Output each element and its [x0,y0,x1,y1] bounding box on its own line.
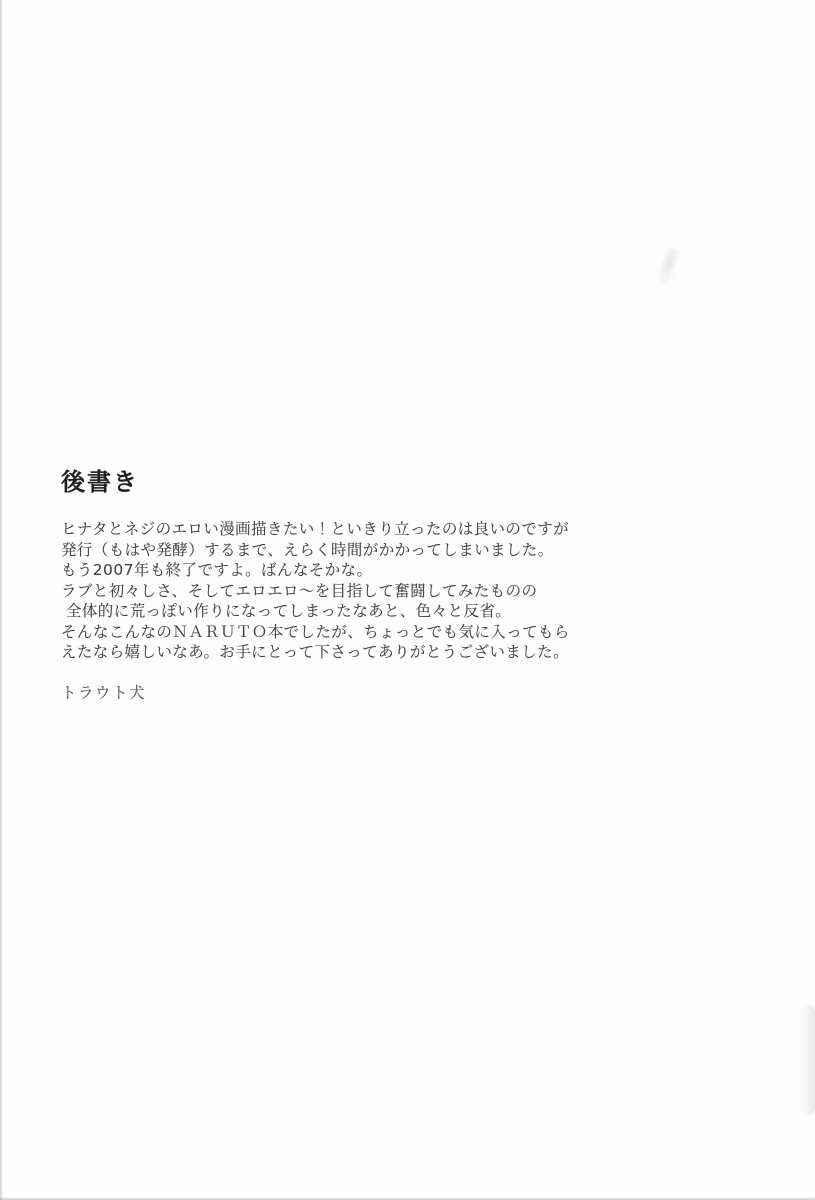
afterword-line: そんなこんなのＮＡＲＵＴＯ本でしたが、ちょっとでも気に入ってもら [61,622,570,641]
scan-artifact-right-band [801,1005,815,1115]
afterword-body [61,519,621,663]
afterword-heading: 後書き [61,468,139,496]
afterword-section [61,462,621,703]
author-signature: トラウト犬 [61,683,147,702]
afterword-line: 全体的に荒っぽい作りになってしまったなあと、色々と反省。 [66,602,512,620]
afterword-line: もう2007年も終了ですよ。ばんなそかな。 [61,561,373,579]
afterword-line: ヒナタとネジのエロい漫画描きたい！といきり立ったのは良いのですが [61,520,570,538]
afterword-line: えたなら嬉しいなあ。お手にとって下さってありがとうございました。 [61,643,569,661]
scan-artifact-smudge [652,246,683,293]
afterword-line: 発行（もはや発酵）するまで、えらく時間がかかってしまいました。 [61,540,554,559]
scan-edge-left-shadow [0,0,3,1200]
afterword-line: ラブと初々しさ、そしてエロエロ～を目指して奮闘してみたものの [61,581,538,600]
